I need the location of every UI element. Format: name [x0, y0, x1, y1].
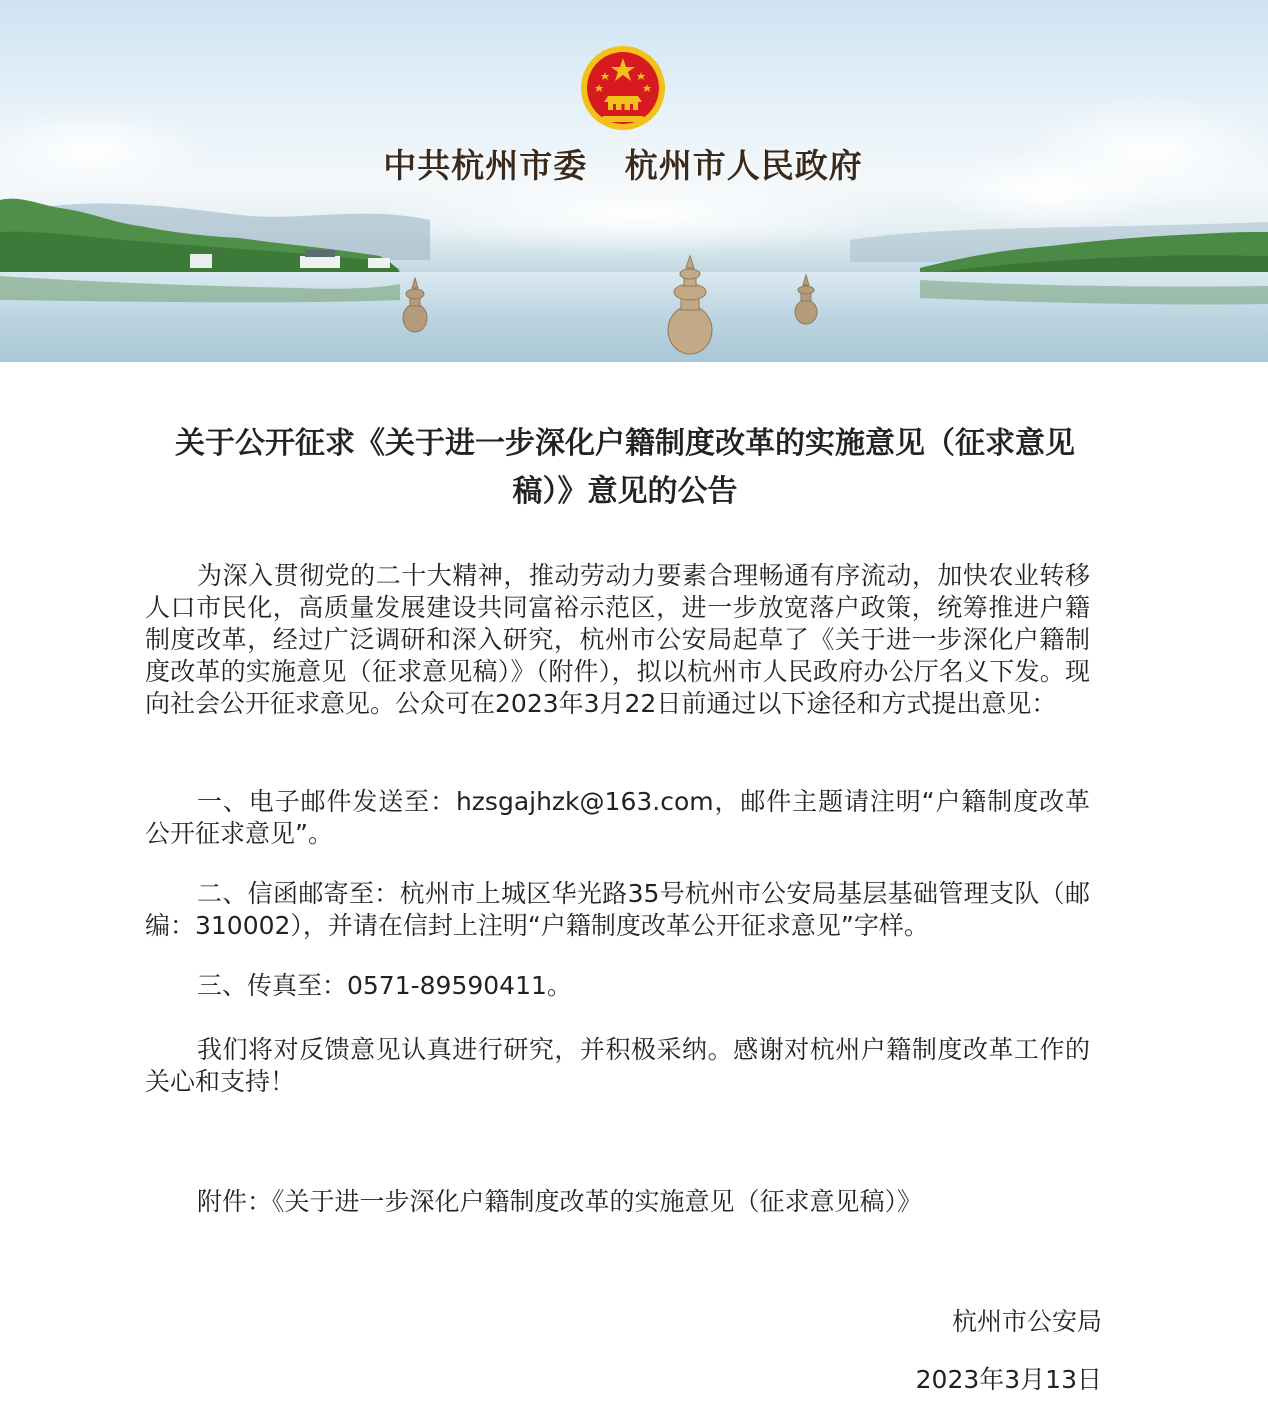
article-title: 关于公开征求《关于进一步深化户籍制度改革的实施意见（征求意见稿）》意见的公告 — [175, 426, 1075, 509]
national-emblem-icon — [578, 44, 668, 136]
body-paragraph-fax: 三、传真至：0571-89590411。 — [197, 971, 572, 1000]
body-paragraph-mail: 二、信函邮寄至：杭州市上城区华光路35号杭州市公安局基层基础管理支队（邮编：310002），并请在信封上注明“户籍制度改革公开征求意见”字样。 — [145, 879, 1090, 940]
body-paragraph: 为深入贯彻党的二十大精神，推动劳动力要素合理畅通有序流动，加快农业转移人口市民化，高质量发展建设共同富裕示范区，进一步放宽落户政策，统筹推进户籍制度改革，经过广泛调研和深入研究，杭州市公安局起草了《关于进一步深化户籍制度改革的实施意见（征求意见稿）》（附件），拟以杭州市人民政府办公厅名义下发。现向社会公开征求意见。公众可在2023年3月22日前通过以下途径和方式提出意见： — [145, 561, 1090, 718]
header-banner — [0, 0, 1268, 362]
signature-organization: 杭州市公安局 — [951, 1307, 1102, 1336]
body-paragraph-email: 一、电子邮件发送至：hzsgajhzk@163.com，邮件主题请注明“户籍制度改革公开征求意见”。 — [145, 787, 1090, 848]
signature-date: 2023年3月13日 — [915, 1365, 1102, 1394]
body-paragraph-closing: 我们将对反馈意见认真进行研究，并积极采纳。感谢对杭州户籍制度改革工作的关心和支持！ — [145, 1035, 1090, 1096]
banner-title: 中共杭州市委 杭州市人民政府 — [383, 146, 863, 185]
attachment-link[interactable]: 附件：《关于进一步深化户籍制度改革的实施意见（征求意见稿）》 — [197, 1187, 923, 1216]
